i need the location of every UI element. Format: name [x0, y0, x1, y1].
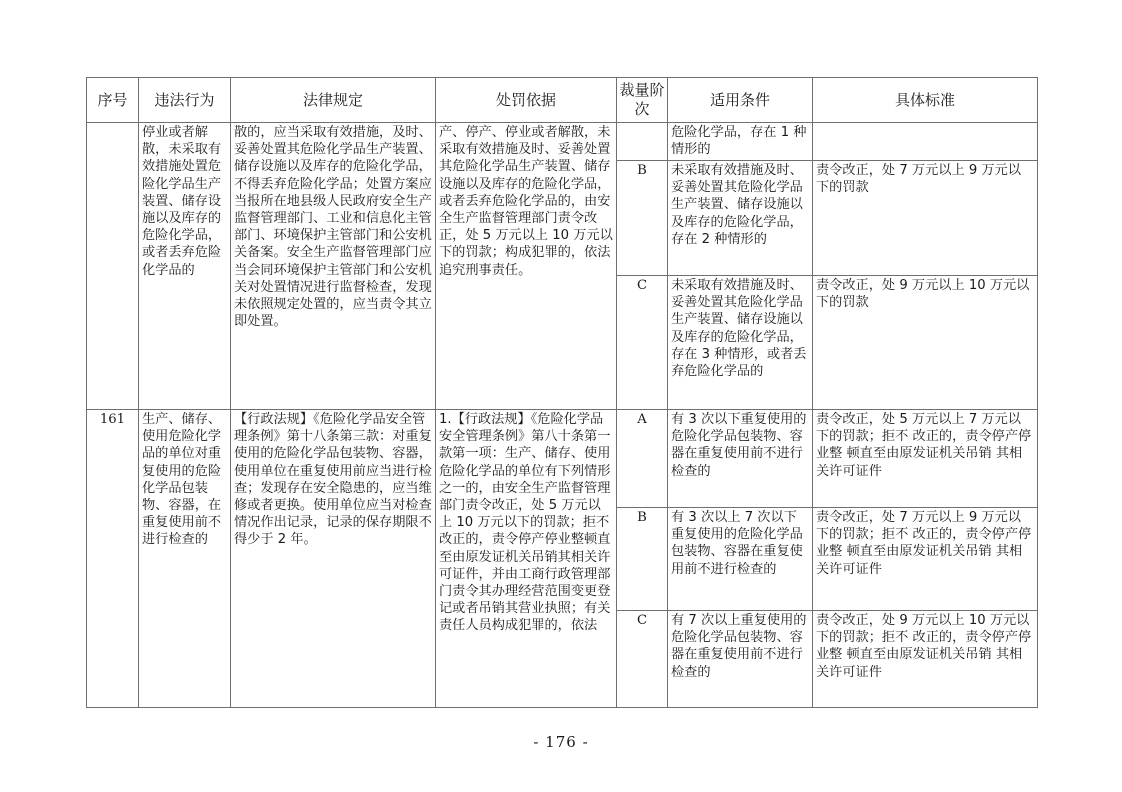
level-cell: C	[617, 276, 668, 410]
table-row	[87, 410, 1038, 508]
header-standard: 具体标准	[813, 78, 1038, 123]
header-basis: 处罚依据	[436, 78, 617, 123]
header-behavior: 违法行为	[139, 78, 231, 123]
page-number: - 176 -	[533, 733, 589, 751]
header-level: 裁量阶次	[617, 78, 668, 123]
condition-cell: 有 7 次以上重复使用的危险化学品包装物、容器在重复使用前不进行检查的	[668, 611, 813, 708]
penalty-table	[86, 77, 1038, 708]
law-cell: 散的，应当采取有效措施，及时、妥善处置其危险化学品生产装置、储存设施以及库存的危险化学品，不得丢弃危险化学品；处置方案应当报所在地县级人民政府安全生产监督管理部门、工业和信息化主管部门、环境保护主管部门和公安机关备案。安全生产监督管理部门应当会同环境保护主管部门和公安机关对处置情况进行监督检查，发现未依照规定处置的，应当责令其立即处置。	[231, 123, 436, 410]
condition-cell: 有 3 次以上 7 次以下重复使用的危险化学品包装物、容器在重复使用前不进行检查的	[668, 508, 813, 611]
condition-cell: 有 3 次以下重复使用的危险化学品包装物、容器在重复使用前不进行检查的	[668, 410, 813, 508]
condition-cell: 未采取有效措施及时、妥善处置其危险化学品生产装置、储存设施以及库存的危险化学品，存在 3 种情形，或者丢弃危险化学品的	[668, 276, 813, 410]
standard-cell: 责令改正，处 7 万元以上 9 万元以下的罚款；拒不 改正的，责令停产停业整 顿直至由原发证机关吊销 其相关许可证件	[813, 508, 1038, 611]
condition-cell: 危险化学品，存在 1 种情形的	[668, 123, 813, 161]
level-cell: C	[617, 611, 668, 708]
basis-cell: 1.【行政法规】《危险化学品安全管理条例》第八十条第一款第一项：生产、储存、使用危险化学品的单位有下列情形之一的，由安全生产监督管理部门责令改正，处 5 万元以上 10 万元以下的罚款；拒不改正的，责令停产停业整顿直至由原发证机关吊销其相关许可证件，并由工商行政管理部门责令其办理经营范围变更登记或者吊销其营业执照；有关责任人员构成犯罪的，依法	[436, 410, 617, 708]
level-cell: B	[617, 161, 668, 276]
header-law: 法律规定	[231, 78, 436, 123]
basis-cell: 产、停产、停业或者解散，未采取有效措施及时、妥善处置其危险化学品生产装置、储存设施以及库存的危险化学品，或者丢弃危险化学品的，由安全生产监督管理部门责令改正，处 5 万元以上 10 万元以下的罚款；构成犯罪的，依法追究刑事责任。	[436, 123, 617, 410]
condition-cell: 未采取有效措施及时、妥善处置其危险化学品生产装置、储存设施以及库存的危险化学品，存在 2 种情形的	[668, 161, 813, 276]
entry-number: 161	[87, 410, 139, 708]
level-cell: B	[617, 508, 668, 611]
level-cell: A	[617, 410, 668, 508]
law-cell: 【行政法规】《危险化学品安全管理条例》第十八条第三款：对重复使用的危险化学品包装物、容器，使用单位在重复使用前应当进行检查；发现存在安全隐患的，应当维修或者更换。使用单位应当对检查情况作出记录，记录的保存期限不得少于 2 年。	[231, 410, 436, 708]
violation-cell: 生产、储存、使用危险化学品的单位对重复使用的危险化学品包装物、容器，在重复使用前不进行检查的	[139, 410, 231, 708]
entry-number	[87, 123, 139, 410]
standard-cell: 责令改正，处 5 万元以上 7 万元以下的罚款；拒不 改正的，责令停产停业整 顿直至由原发证机关吊销 其相关许可证件	[813, 410, 1038, 508]
header-row	[87, 78, 1038, 123]
standard-cell: 责令改正，处 7 万元以上 9 万元以下的罚款	[813, 161, 1038, 276]
standard-cell: 责令改正，处 9 万元以上 10 万元以下的罚款；拒不 改正的，责令停产停业整 顿直至由原发证机关吊销 其相关许可证件	[813, 611, 1038, 708]
table-row	[87, 123, 1038, 161]
header-no: 序号	[87, 78, 139, 123]
violation-cell: 停业或者解散，未采取有效措施处置危险化学品生产装置、储存设施以及库存的危险化学品，或者丢弃危险化学品的	[139, 123, 231, 410]
standard-cell	[813, 123, 1038, 161]
level-cell	[617, 123, 668, 161]
header-condition: 适用条件	[668, 78, 813, 123]
standard-cell: 责令改正，处 9 万元以上 10 万元以下的罚款	[813, 276, 1038, 410]
